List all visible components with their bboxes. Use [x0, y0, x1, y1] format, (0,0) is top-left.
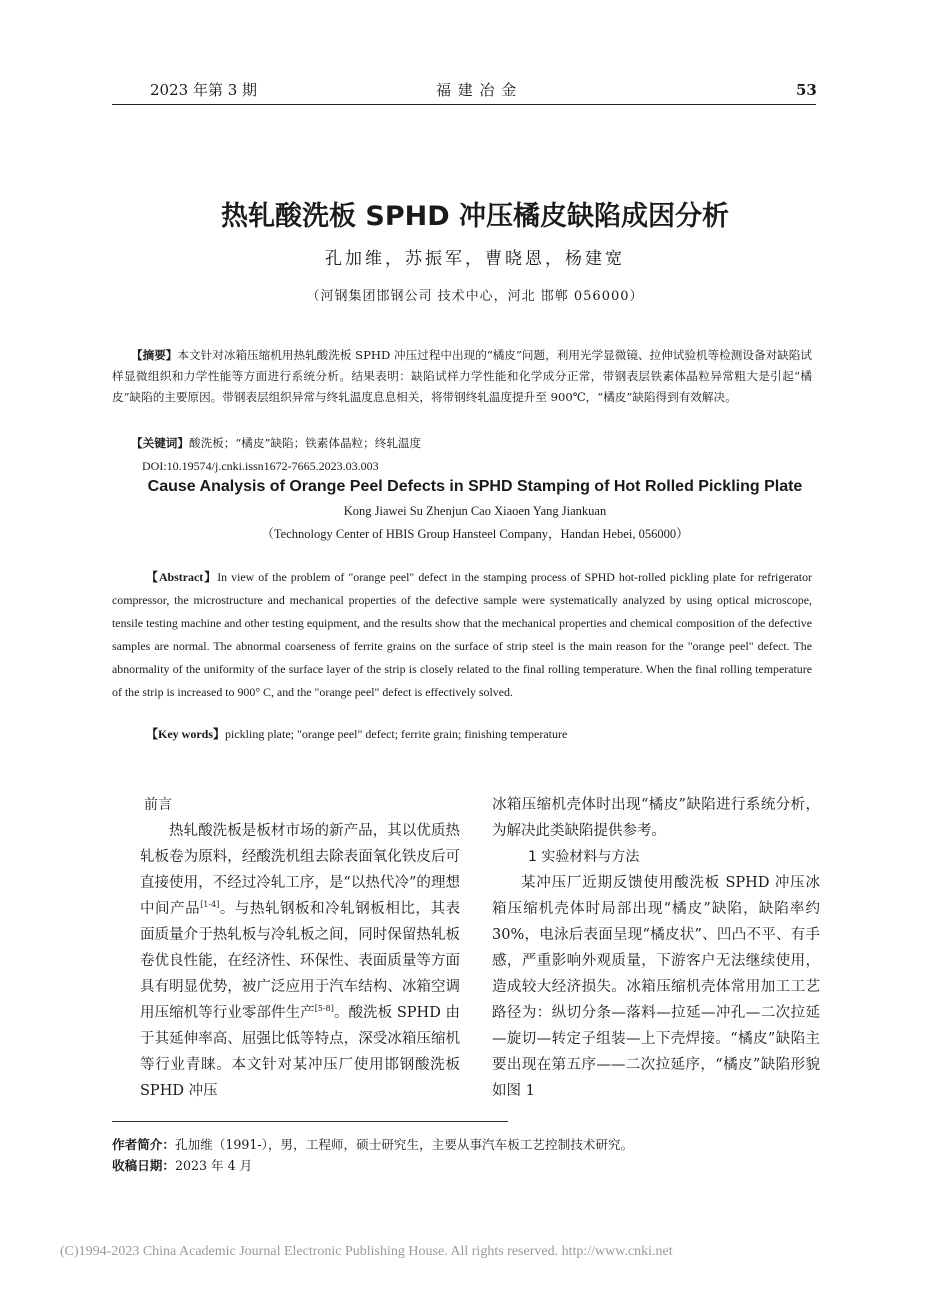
footnote-received-text: 2023 年 4 月	[174, 1158, 253, 1173]
keywords-en-label: 【Key words】	[146, 727, 225, 741]
footnote-author	[112, 1135, 822, 1155]
body-right-column	[492, 792, 820, 1104]
section-heading-preface: 前言	[144, 797, 172, 813]
page-number: 53	[796, 81, 817, 99]
keywords-en-text: pickling plate; "orange peel" defect; ferrite grain; finishing temperature	[225, 727, 568, 741]
abstract-cn	[112, 345, 812, 408]
footnote-author-label: 作者简介：	[112, 1137, 175, 1152]
abstract-cn-label: 【摘要】	[131, 348, 178, 362]
paragraph-materials: 某冲压厂近期反馈使用酸洗板 SPHD 冲压冰箱压缩机壳体时局部出现“橘皮”缺陷，缺陷率约 30%，电泳后表面呈现“橘皮状”、凹凸不平、有手感，严重影响外观质量，下游客户无法继续使用，造成较大经济损失。冰箱压缩机壳体常用加工工艺路径为：纵切分条—落料—拉延—冲孔—二次拉延—旋切—转定子组装—上下壳焊接。“橘皮”缺陷主要出现在第五序——二次拉延序，“橘皮”缺陷形貌如图 1	[492, 875, 820, 1099]
english-authors: Kong Jiawei Su Zhenjun Cao Xiaoen Yang Jiankuan	[343, 504, 607, 518]
footnote-rule	[112, 1121, 508, 1122]
footnote-received-label: 收稿日期：	[112, 1158, 175, 1173]
citation-5-8: [5-8]	[314, 1004, 334, 1014]
abstract-en-label: 【Abstract】	[146, 570, 218, 584]
journal-name: 福 建 冶 金	[436, 81, 518, 99]
abstract-en-text: In view of the problem of "orange peel" defect in the stamping process of SPHD hot-rolled pickling plate for refrigerator compressor, the microstructure and mechanical properties of the defective sample were systematically analyzed by using optical microscope, tensile testing machine and other testing equipment, and the results show that the mechanical properties and chemical composition of the defective samples are normal. The abnormal coarseness of ferrite grains on the surface of strip steel is the main reason for the "orange peel" defect. The abnormality of the uniformity of the surface layer of the strip is closely related to the final rolling temperature. When the final rolling temperature of the strip is increased to 900° C, and the "orange peel" defect is effectively solved.	[112, 570, 813, 699]
abstract-en	[112, 566, 812, 703]
abstract-cn-text: 本文针对冰箱压缩机用热轧酸洗板 SPHD 冲压过程中出现的“橘皮”问题，利用光学显微镜、拉伸试验机等检测设备对缺陷试样显微组织和力学性能等方面进行系统分析。结果表明：缺陷试样力学性能和化学成分正常，带钢表层铁素体晶粒异常粗大是引起“橘皮”缺陷的主要原因。带钢表层组织异常与终轧温度息息相关，将带钢终轧温度提升至 900℃，“橘皮”缺陷得到有效解决。	[112, 348, 812, 404]
author-list: 孔加维，苏振军，曹晓恩，杨建宽	[325, 249, 625, 269]
footnote-author-text: 孔加维（1991-），男，工程师，硕士研究生，主要从事汽车板工艺控制技术研究。	[174, 1137, 634, 1152]
copyright-notice: (C)1994-2023 China Academic Journal Electronic Publishing House. All rights reserved. http://www.cnki.net	[60, 1244, 673, 1259]
paper-title: 热轧酸洗板 SPHD 冲压橘皮缺陷成因分析	[220, 201, 730, 232]
section-heading-1: 1 实验材料与方法	[528, 849, 640, 865]
citation-1-4: [1-4]	[200, 900, 220, 910]
keywords-cn-text: 酸洗板；“橘皮”缺陷；铁素体晶粒；终轧温度	[188, 436, 422, 450]
header-rule	[112, 104, 816, 105]
intro-continuation: 冰箱压缩机壳体时出现“橘皮”缺陷进行系统分析，为解决此类缺陷提供参考。	[492, 797, 820, 839]
doi: DOI:10.19574/j.cnki.issn1672-7665.2023.03.003	[142, 459, 379, 473]
keywords-cn	[131, 433, 811, 454]
body-left-column	[140, 792, 460, 1104]
paragraph-intro	[140, 818, 460, 1104]
english-title: Cause Analysis of Orange Peel Defects in SPHD Stamping of Hot Rolled Pickling Plate	[147, 478, 803, 495]
keywords-en	[146, 724, 816, 744]
issue-label: 2023 年第 3 期	[150, 81, 258, 99]
affiliation: （河钢集团邯钢公司 技术中心，河北 邯郸 056000）	[306, 289, 644, 304]
english-affiliation: （Technology Center of HBIS Group Hansteel Company，Handan Hebei, 056000）	[261, 527, 689, 541]
intro-text-b: 。与热轧钢板和冷轧钢板相比，其表面质量介于热轧板与冷轧板之间，同时保留热轧板卷优良性能，在经济性、环保性、表面质量等方面具有明显优势，被广泛应用于汽车结构、冰箱空调用压缩机等行业零部件生产	[140, 901, 461, 1021]
intro-text-c: 。酸洗板 SPHD 由于其延伸率高、屈强比低等特点，深受冰箱压缩机等行业青睐。本文针对某冲压厂使用邯钢酸洗板 SPHD 冲压	[140, 1005, 460, 1099]
intro-text-a: 热轧酸洗板是板材市场的新产品，其以优质热轧板卷为原料，经酸洗机组去除表面氧化铁皮后可直接使用，不经过冷轧工序，是“以热代冷”的理想中间产品	[140, 823, 460, 917]
footnote-received	[112, 1156, 822, 1176]
keywords-cn-label: 【关键词】	[131, 436, 189, 450]
